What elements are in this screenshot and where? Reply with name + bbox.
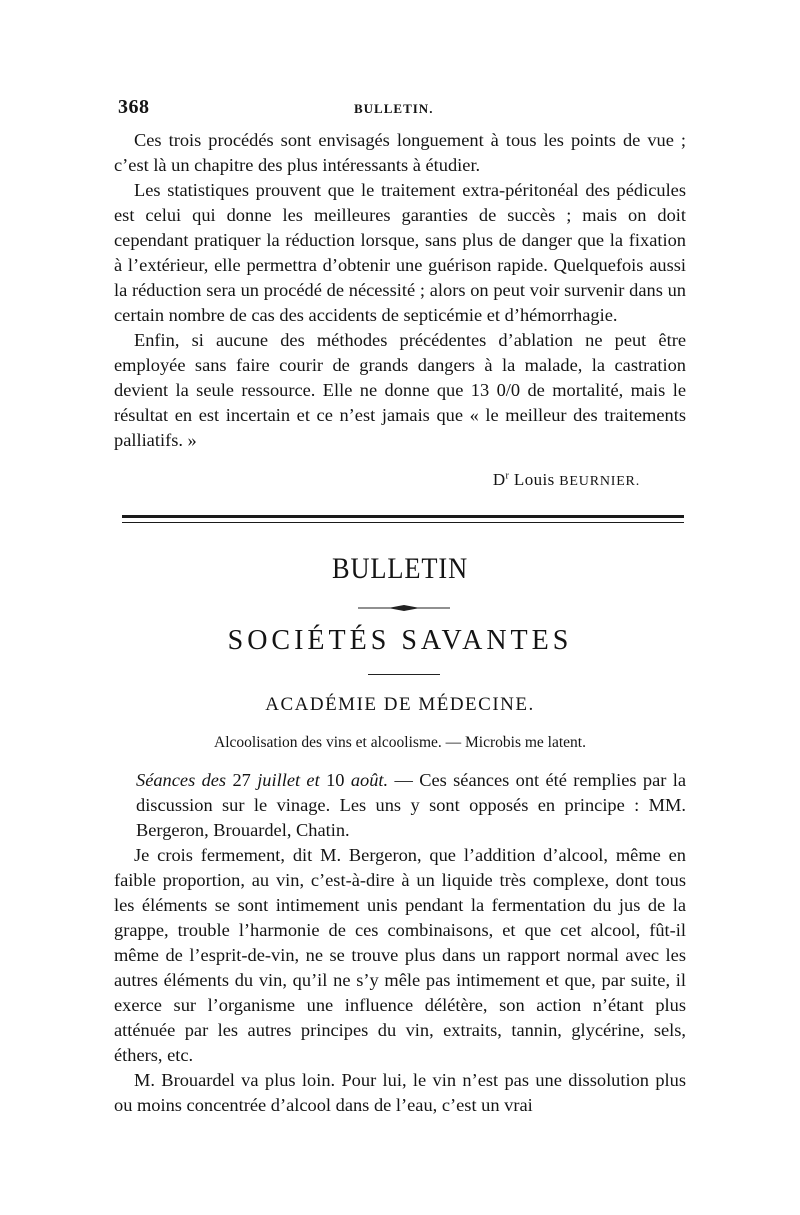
- paragraph: Enfin, si aucune des méthodes précédentes d’ablation ne peut être employée sans faire courir de grands dangers à la malade, la castration devient la seule ressource. Elle ne donne que 13 0/0 de mortalité, mais le résultat en est incertain et ce n’est jamais que « le meilleur des traitements palliatifs. »: [114, 330, 686, 450]
- signature-first-name: Louis: [513, 470, 555, 489]
- topics-line: Alcoolisation des vins et alcoolisme. — Microbis me latent.: [214, 734, 586, 751]
- signature-title-sup: r: [505, 470, 510, 482]
- signature-title: D: [492, 470, 506, 489]
- opening-date2: 10: [319, 770, 351, 790]
- paragraph: M. Brouardel va plus loin. Pour lui, le vin n’est pas une dissolution plus ou moins concentrée d’alcool dans de l’eau, c’est un vrai: [114, 1070, 686, 1115]
- short-rule: [368, 674, 440, 675]
- signature-last-name: BEURNIER.: [559, 474, 640, 489]
- section-divider-thin: [122, 522, 684, 523]
- running-head: [118, 96, 684, 120]
- report-opening: [114, 768, 686, 843]
- author-signature: [493, 470, 640, 490]
- running-title: BULLETIN.: [354, 101, 434, 116]
- opening-date1: 27: [226, 770, 258, 790]
- society-heading: ACADÉMIE DE MÉDECINE.: [265, 694, 535, 715]
- paragraph: Je crois fermement, dit M. Bergeron, que l’addition d’alcool, même en faible proportion, au vin, c’est-à-dire à un liquide très complexe, dont tous les éléments se sont intimement unis pendant la fermentation du jus de la grappe, trouble l’harmonie de ces combinaisons, et que cet alcool, fût-il même de l’esprit-de-vin, ne se trouve plus dans un rapport normal avec les autres éléments du vin, qu’il ne s’y mêle pas intimement et que, par suite, il exerce sur l’organisme une influence délétère, son action n’étant plus atténuée par les autres principes du vin, extraits, tannin, glycérine, sels, éthers, etc.: [114, 845, 686, 1065]
- paragraph: Les statistiques prouvent que le traitement extra-péritonéal des pédicules est celui qui donne les meilleures garanties de succès ; mais on doit cependant pratiquer la réduction lorsque, sans plus de danger que la fixation à l’extérieur, elle permettra d’obtenir une guérison rapide. Quelquefois aussi la réduction sera un procédé de nécessité ; alors on peut voir survenir dans un certain nombre de cas des accidents de septicémie et d’hémorrhagie.: [114, 180, 686, 325]
- section-divider-thick: [122, 515, 684, 518]
- section-subheading: SOCIÉTÉS SAVANTES: [227, 625, 573, 656]
- article-conclusion: [114, 128, 686, 453]
- section-heading: BULLETIN: [331, 552, 469, 585]
- opening-italic: Séances des: [136, 770, 227, 790]
- opening-italic3: août.: [350, 770, 389, 790]
- opening-rest: — Ces séances ont été remplies par la discussion sur le vinage. Les uns y sont opposés en principe : MM. Bergeron, Brouardel, Chatin.: [136, 770, 687, 840]
- session-report: [114, 768, 686, 1118]
- opening-italic2: juillet et: [257, 770, 320, 790]
- ornament-icon: [358, 604, 450, 612]
- page-number: 368: [118, 96, 150, 118]
- paragraph: Ces trois procédés sont envisagés longuement à tous les points de vue ; c’est là un chapitre des plus intéressants à étudier.: [114, 130, 686, 175]
